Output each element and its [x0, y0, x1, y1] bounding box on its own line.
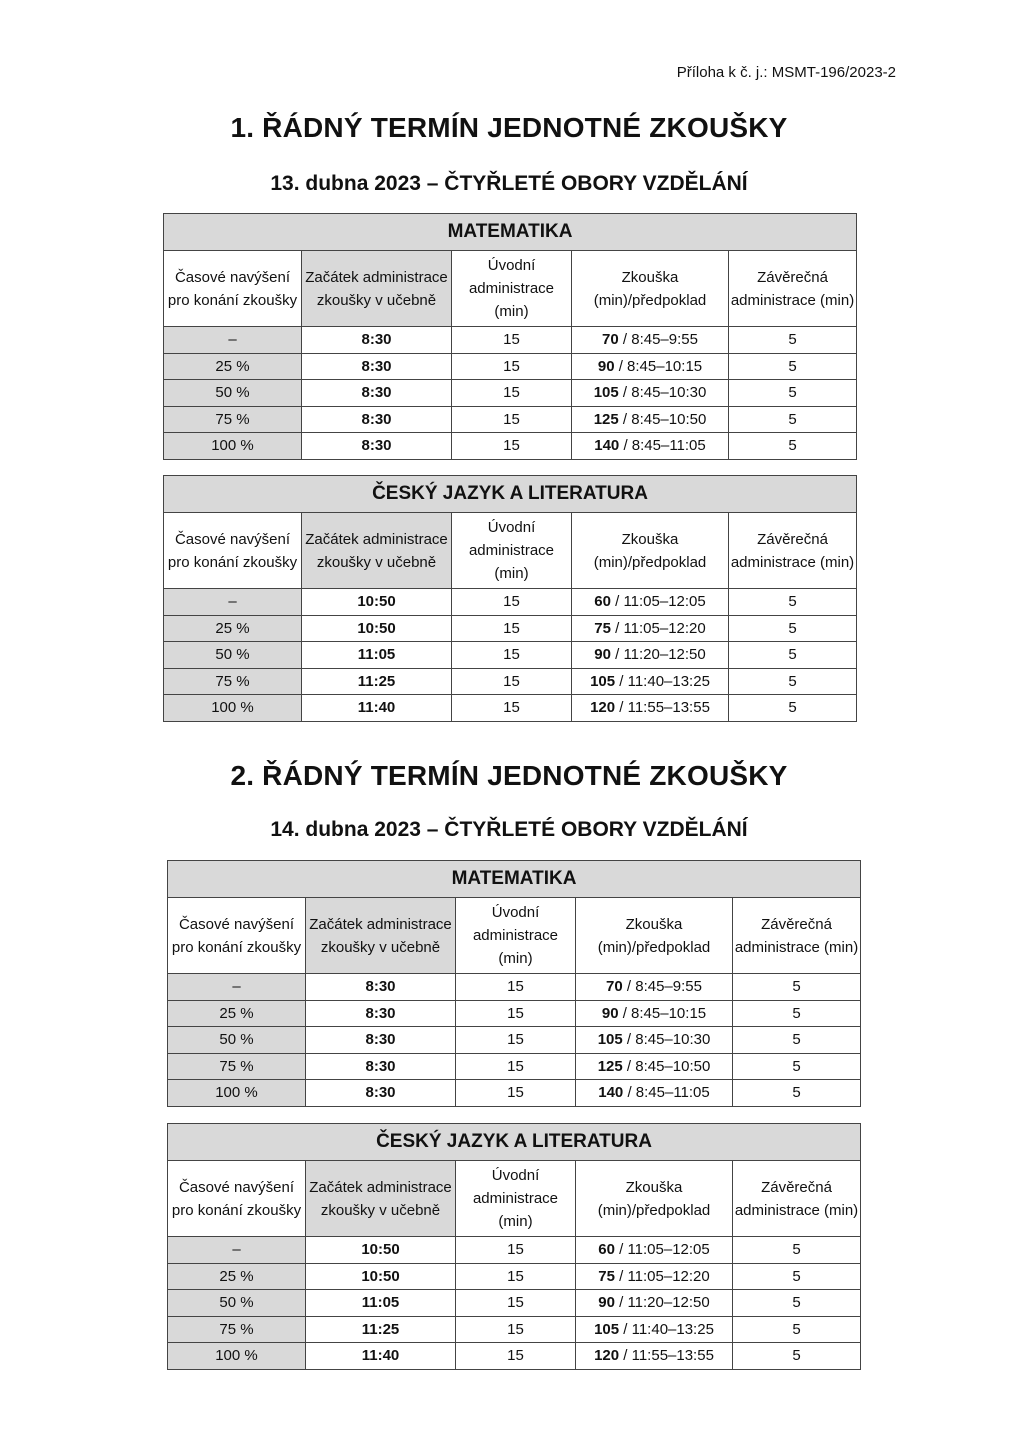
final-admin-cell: 5 [729, 327, 857, 354]
schedule-table [163, 213, 857, 460]
column-header: Časové navýšení pro konání zkoušky [164, 513, 302, 589]
table-row [168, 1316, 861, 1343]
exam-cell [572, 668, 729, 695]
exam-duration: 125 [597, 1057, 623, 1075]
column-header: Závěrečná administrace (min) [729, 251, 857, 327]
exam-time-window: / 11:05–12:20 [610, 619, 706, 637]
table-row [164, 695, 857, 722]
time-increase-cell: 100 % [164, 695, 302, 722]
intro-admin-cell: 15 [456, 1237, 576, 1264]
exam-duration: 105 [594, 1320, 620, 1338]
start-time-cell: 10:50 [302, 589, 452, 616]
column-header: Zkouška (min)/předpoklad [572, 513, 729, 589]
final-admin-cell: 5 [733, 1343, 861, 1370]
table-row [164, 406, 857, 433]
exam-cell [576, 1053, 733, 1080]
exam-cell [572, 353, 729, 380]
final-admin-cell: 5 [733, 1290, 861, 1317]
final-admin-cell: 5 [733, 1237, 861, 1264]
exam-duration: 140 [598, 1084, 624, 1102]
table-row [164, 589, 857, 616]
exam-duration: 60 [594, 593, 611, 611]
exam-cell [572, 380, 729, 407]
table-row [164, 380, 857, 407]
time-increase-cell: – [168, 974, 306, 1001]
exam-cell [576, 974, 733, 1001]
exam-cell [576, 1263, 733, 1290]
start-time-cell: 10:50 [302, 615, 452, 642]
time-increase-cell: 75 % [164, 668, 302, 695]
column-header: Úvodní administrace (min) [456, 1161, 576, 1237]
start-time-cell: 11:40 [302, 695, 452, 722]
time-increase-cell: – [164, 327, 302, 354]
exam-cell [572, 406, 729, 433]
table-row [164, 433, 857, 460]
intro-admin-cell: 15 [452, 695, 572, 722]
exam-time-window: / 8:45–11:05 [623, 1084, 710, 1102]
table-row [164, 615, 857, 642]
final-admin-cell: 5 [729, 668, 857, 695]
subject-header: MATEMATIKA [164, 214, 857, 251]
column-header: Zkouška (min)/předpoklad [576, 1161, 733, 1237]
exam-cell [572, 589, 729, 616]
exam-time-window: / 8:45–9:55 [618, 331, 698, 349]
exam-duration: 125 [593, 410, 619, 428]
exam-time-window: / 11:20–12:50 [610, 646, 706, 664]
time-increase-cell: 50 % [164, 642, 302, 669]
column-header: Závěrečná administrace (min) [733, 898, 861, 974]
time-increase-cell: 25 % [168, 1263, 306, 1290]
time-increase-cell: 50 % [168, 1027, 306, 1054]
exam-time-window: / 11:05–12:05 [614, 1241, 710, 1259]
final-admin-cell: 5 [729, 433, 857, 460]
column-header: Závěrečná administrace (min) [729, 513, 857, 589]
intro-admin-cell: 15 [452, 380, 572, 407]
exam-duration: 105 [593, 384, 619, 402]
intro-admin-cell: 15 [452, 406, 572, 433]
final-admin-cell: 5 [733, 1053, 861, 1080]
intro-admin-cell: 15 [452, 327, 572, 354]
table-row [164, 668, 857, 695]
table-row [168, 1053, 861, 1080]
exam-duration: 90 [597, 357, 615, 375]
exam-cell [572, 642, 729, 669]
exam-duration: 105 [590, 672, 616, 690]
start-time-cell: 8:30 [302, 353, 452, 380]
final-admin-cell: 5 [729, 642, 857, 669]
start-time-cell: 10:50 [306, 1237, 456, 1264]
start-time-cell: 8:30 [302, 327, 452, 354]
start-time-cell: 11:25 [306, 1316, 456, 1343]
intro-admin-cell: 15 [456, 1027, 576, 1054]
time-increase-cell: – [164, 589, 302, 616]
exam-time-window: / 11:05–12:20 [614, 1267, 710, 1285]
final-admin-cell: 5 [729, 353, 857, 380]
exam-time-window: / 8:45–10:50 [618, 410, 707, 428]
section-1-subtitle: 13. dubna 2023 – ČTYŘLETÉ OBORY VZDĚLÁNÍ [270, 172, 748, 195]
exam-duration: 60 [598, 1241, 615, 1259]
exam-time-window: / 8:45–9:55 [622, 978, 702, 996]
exam-cell [576, 1290, 733, 1317]
exam-time-window: / 11:40–13:25 [615, 672, 710, 690]
start-time-cell: 8:30 [306, 1053, 456, 1080]
exam-duration: 120 [594, 1347, 620, 1365]
start-time-cell: 11:05 [306, 1290, 456, 1317]
time-increase-cell: 75 % [168, 1316, 306, 1343]
time-increase-cell: 100 % [168, 1080, 306, 1107]
time-increase-cell: 25 % [164, 353, 302, 380]
exam-duration: 90 [594, 646, 611, 664]
final-admin-cell: 5 [733, 1263, 861, 1290]
time-increase-cell: – [168, 1237, 306, 1264]
column-header: Začátek administrace zkoušky v učebně [302, 513, 452, 589]
start-time-cell: 11:40 [306, 1343, 456, 1370]
time-increase-cell: 100 % [164, 433, 302, 460]
exam-cell [576, 1000, 733, 1027]
time-increase-cell: 50 % [168, 1290, 306, 1317]
subject-header: ČESKÝ JAZYK A LITERATURA [168, 1124, 861, 1161]
start-time-cell: 8:30 [302, 433, 452, 460]
exam-cell [572, 327, 729, 354]
table-row [168, 974, 861, 1001]
table-row [168, 1027, 861, 1054]
table-row [168, 1237, 861, 1264]
table-row [168, 1343, 861, 1370]
final-admin-cell: 5 [729, 406, 857, 433]
column-header: Zkouška (min)/předpoklad [572, 251, 729, 327]
exam-time-window: / 11:55–13:55 [619, 1347, 714, 1365]
intro-admin-cell: 15 [456, 1290, 576, 1317]
table-row [164, 642, 857, 669]
column-header: Časové navýšení pro konání zkoušky [168, 1161, 306, 1237]
exam-duration: 75 [598, 1267, 615, 1285]
column-header: Závěrečná administrace (min) [733, 1161, 861, 1237]
exam-time-window: / 8:45–10:50 [622, 1057, 711, 1075]
exam-time-window: / 11:05–12:05 [610, 593, 706, 611]
table-row [164, 353, 857, 380]
exam-cell [576, 1343, 733, 1370]
start-time-cell: 11:05 [302, 642, 452, 669]
exam-cell [576, 1237, 733, 1264]
start-time-cell: 8:30 [306, 1000, 456, 1027]
intro-admin-cell: 15 [456, 1000, 576, 1027]
intro-admin-cell: 15 [452, 433, 572, 460]
intro-admin-cell: 15 [452, 668, 572, 695]
intro-admin-cell: 15 [452, 615, 572, 642]
table-row [168, 1290, 861, 1317]
column-header: Začátek administrace zkoušky v učebně [306, 898, 456, 974]
start-time-cell: 8:30 [302, 380, 452, 407]
intro-admin-cell: 15 [456, 1053, 576, 1080]
schedule-table [163, 475, 857, 722]
intro-admin-cell: 15 [456, 1263, 576, 1290]
intro-admin-cell: 15 [456, 1316, 576, 1343]
column-header: Zkouška (min)/předpoklad [576, 898, 733, 974]
column-header: Časové navýšení pro konání zkoušky [168, 898, 306, 974]
exam-time-window: / 11:20–12:50 [614, 1294, 710, 1312]
final-admin-cell: 5 [733, 1027, 861, 1054]
time-increase-cell: 75 % [168, 1053, 306, 1080]
start-time-cell: 8:30 [306, 1027, 456, 1054]
final-admin-cell: 5 [729, 589, 857, 616]
exam-duration: 140 [594, 437, 620, 455]
section-1-title: 1. ŘÁDNÝ TERMÍN JEDNOTNÉ ZKOUŠKY [230, 112, 788, 143]
table-row [164, 327, 857, 354]
exam-duration: 90 [601, 1004, 619, 1022]
time-increase-cell: 25 % [168, 1000, 306, 1027]
start-time-cell: 8:30 [306, 974, 456, 1001]
final-admin-cell: 5 [733, 974, 861, 1001]
time-increase-cell: 75 % [164, 406, 302, 433]
column-header: Začátek administrace zkoušky v učebně [306, 1161, 456, 1237]
subject-header: ČESKÝ JAZYK A LITERATURA [164, 476, 857, 513]
intro-admin-cell: 15 [452, 589, 572, 616]
exam-time-window: / 8:45–10:15 [618, 1004, 707, 1022]
intro-admin-cell: 15 [452, 642, 572, 669]
intro-admin-cell: 15 [456, 974, 576, 1001]
schedule-table [167, 1123, 861, 1370]
exam-cell [572, 433, 729, 460]
column-header: Začátek administrace zkoušky v učebně [302, 251, 452, 327]
exam-duration: 90 [598, 1294, 615, 1312]
final-admin-cell: 5 [729, 380, 857, 407]
exam-duration: 70 [602, 331, 619, 349]
section-2-subtitle: 14. dubna 2023 – ČTYŘLETÉ OBORY VZDĚLÁNÍ [270, 818, 748, 841]
exam-duration: 70 [606, 978, 623, 996]
exam-cell [572, 695, 729, 722]
final-admin-cell: 5 [733, 1000, 861, 1027]
final-admin-cell: 5 [729, 695, 857, 722]
exam-duration: 75 [594, 619, 611, 637]
column-header: Úvodní administrace (min) [452, 251, 572, 327]
exam-time-window: / 8:45–10:15 [614, 357, 703, 375]
start-time-cell: 8:30 [302, 406, 452, 433]
intro-admin-cell: 15 [456, 1343, 576, 1370]
exam-duration: 105 [597, 1031, 623, 1049]
exam-cell [576, 1027, 733, 1054]
final-admin-cell: 5 [733, 1080, 861, 1107]
exam-time-window: / 8:45–11:05 [619, 437, 706, 455]
table-row [168, 1080, 861, 1107]
exam-time-window: / 11:40–13:25 [619, 1320, 714, 1338]
exam-time-window: / 8:45–10:30 [618, 384, 707, 402]
column-header: Úvodní administrace (min) [452, 513, 572, 589]
start-time-cell: 11:25 [302, 668, 452, 695]
exam-time-window: / 8:45–10:30 [622, 1031, 711, 1049]
exam-cell [572, 615, 729, 642]
table-row [168, 1263, 861, 1290]
start-time-cell: 10:50 [306, 1263, 456, 1290]
document-reference: Příloha k č. j.: MSMT-196/2023-2 [676, 64, 896, 81]
time-increase-cell: 100 % [168, 1343, 306, 1370]
start-time-cell: 8:30 [306, 1080, 456, 1107]
subject-header: MATEMATIKA [168, 861, 861, 898]
column-header: Úvodní administrace (min) [456, 898, 576, 974]
time-increase-cell: 25 % [164, 615, 302, 642]
exam-cell [576, 1080, 733, 1107]
exam-cell [576, 1316, 733, 1343]
schedule-table [167, 860, 861, 1107]
section-2-title: 2. ŘÁDNÝ TERMÍN JEDNOTNÉ ZKOUŠKY [230, 760, 788, 791]
intro-admin-cell: 15 [456, 1080, 576, 1107]
table-row [168, 1000, 861, 1027]
final-admin-cell: 5 [733, 1316, 861, 1343]
exam-duration: 120 [590, 699, 616, 717]
intro-admin-cell: 15 [452, 353, 572, 380]
final-admin-cell: 5 [729, 615, 857, 642]
column-header: Časové navýšení pro konání zkoušky [164, 251, 302, 327]
exam-time-window: / 11:55–13:55 [615, 699, 710, 717]
time-increase-cell: 50 % [164, 380, 302, 407]
